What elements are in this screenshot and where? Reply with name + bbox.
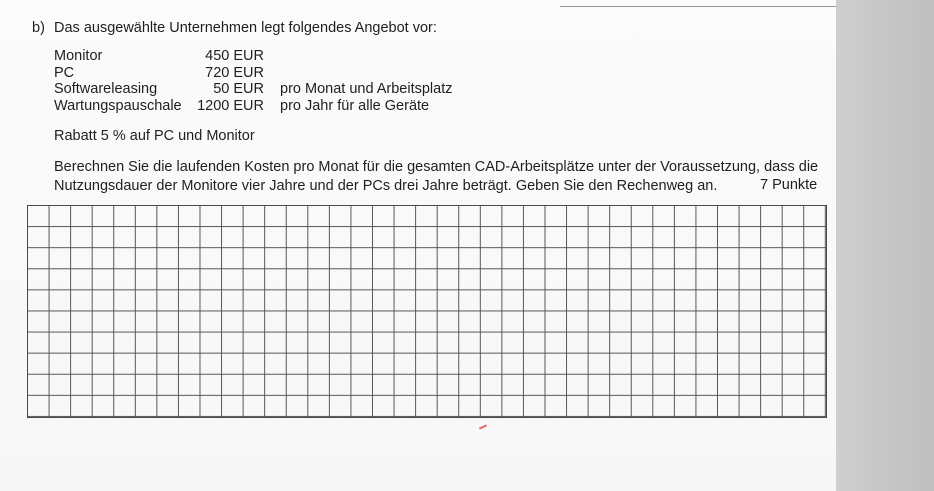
offer-note: pro Jahr für alle Geräte (280, 97, 430, 114)
question-line-1: Berechnen Sie die laufenden Kosten pro Monat für die gesamten CAD-Arbeitsplätze unter der Voraussetzung, dass die (54, 159, 819, 175)
task-intro: Das ausgewählte Unternehmen legt folgendes Angebot vor: (54, 20, 437, 36)
offer-price: 50 EUR (213, 81, 264, 97)
task-label: b) (32, 20, 45, 36)
offer-price: 1200 EUR (197, 97, 264, 114)
answer-grid[interactable] (27, 205, 827, 418)
question-text (54, 158, 824, 196)
offer-item: PC (54, 64, 75, 81)
offer-item: Monitor (54, 48, 103, 64)
offer-price: 720 EUR (205, 64, 264, 81)
top-rule-line (560, 6, 836, 7)
question-line-2: Nutzungsdauer der Monitore vier Jahre und der PCs drei Jahre beträgt. Geben Sie den Rechenweg an. (54, 178, 718, 194)
offer-item: Softwareleasing (54, 81, 158, 97)
points-label: 7 Punkte (760, 177, 818, 193)
page-edge-background (836, 0, 934, 491)
offer-note: pro Monat und Arbeitsplatz (280, 81, 453, 97)
discount-note: Rabatt 5 % auf PC und Monitor (54, 128, 255, 144)
offer-item: Wartungspauschale (54, 97, 182, 114)
offer-price: 450 EUR (205, 48, 264, 64)
